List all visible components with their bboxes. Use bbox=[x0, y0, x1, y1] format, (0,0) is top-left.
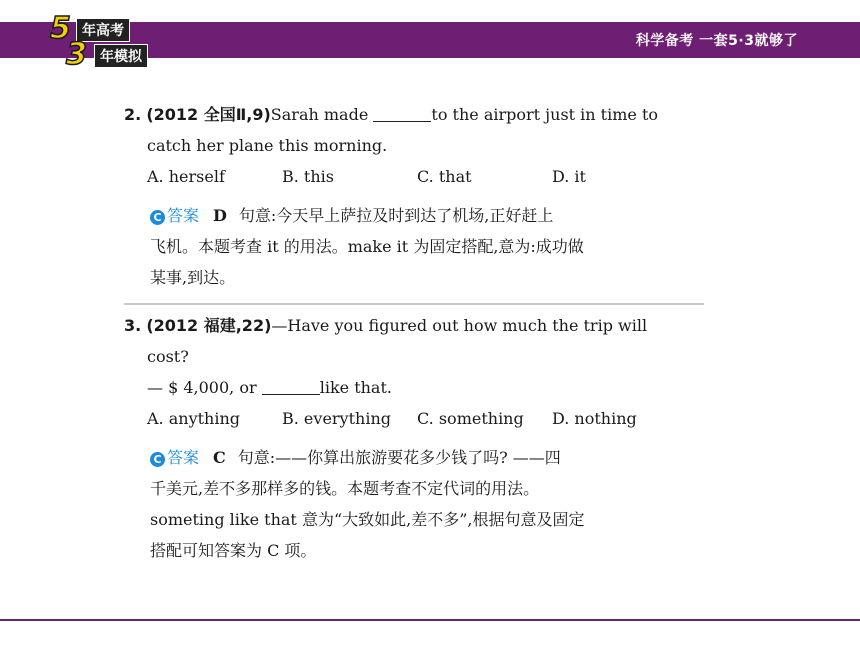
explanation-line: someting like that 意为“大致如此,差不多”,根据句意及固定 bbox=[150, 510, 585, 529]
answer-letter: C bbox=[213, 448, 226, 467]
options-row bbox=[124, 403, 704, 434]
answer-2 bbox=[150, 200, 705, 293]
explanation-line: 句意:今天早上萨拉及时到达了机场,正好赶上 bbox=[238, 206, 554, 225]
option-d: D. nothing bbox=[552, 409, 637, 428]
logo-label-bottom: 年模拟 bbox=[94, 44, 148, 68]
explanation-line: 句意:——你算出旅游要花多少钱了吗? ——四 bbox=[237, 448, 561, 467]
question-2 bbox=[124, 99, 704, 192]
option-d: D. it bbox=[552, 167, 586, 186]
divider bbox=[124, 303, 704, 305]
logo-label-top: 年高考 bbox=[76, 18, 130, 42]
option-b: B. everything bbox=[282, 409, 391, 428]
option-c: C. that bbox=[417, 167, 472, 186]
question-text: to the airport just in time to bbox=[431, 105, 659, 124]
answer-3 bbox=[150, 442, 705, 566]
question-3 bbox=[124, 310, 704, 434]
explanation-line: 搭配可知答案为 C 项。 bbox=[150, 541, 317, 560]
option-b: B. this bbox=[282, 167, 334, 186]
explanation-line: 千美元,差不多那样多的钱。本题考查不定代词的用法。 bbox=[150, 479, 540, 498]
option-a: A. herself bbox=[147, 167, 225, 186]
logo bbox=[44, 12, 174, 74]
question-number: 2. bbox=[124, 105, 142, 124]
answer-blank bbox=[373, 105, 431, 122]
answer-badge-icon: C bbox=[150, 452, 165, 467]
question-text: cost? bbox=[147, 347, 189, 366]
question-text: —Have you figured out how much the trip will bbox=[271, 316, 648, 335]
header-slogan: 科学备考 一套5·3就够了 bbox=[635, 33, 798, 49]
question-number: 3. bbox=[124, 316, 142, 335]
answer-label: 答案 bbox=[167, 206, 200, 225]
question-source: (2012 福建,22) bbox=[146, 316, 272, 335]
options-row bbox=[124, 161, 704, 192]
question-text: catch her plane this morning. bbox=[147, 136, 388, 155]
answer-letter: D bbox=[213, 206, 227, 225]
explanation-line: 某事,到达。 bbox=[150, 268, 236, 287]
question-text: Sarah made bbox=[270, 105, 369, 124]
question-text: — $ 4,000, or bbox=[147, 378, 257, 397]
question-source: (2012 全国Ⅱ,9) bbox=[146, 105, 271, 124]
answer-badge-icon: C bbox=[150, 210, 165, 225]
option-a: A. anything bbox=[147, 409, 241, 428]
answer-label: 答案 bbox=[167, 448, 200, 467]
logo-three: 3 bbox=[66, 37, 87, 72]
answer-blank bbox=[262, 378, 320, 395]
explanation-line: 飞机。本题考查 it 的用法。make it 为固定搭配,意为:成功做 bbox=[150, 237, 584, 256]
logo-five: 5 bbox=[50, 11, 71, 46]
question-text: like that. bbox=[319, 378, 392, 397]
footer-line bbox=[0, 619, 860, 621]
option-c: C. something bbox=[417, 409, 524, 428]
